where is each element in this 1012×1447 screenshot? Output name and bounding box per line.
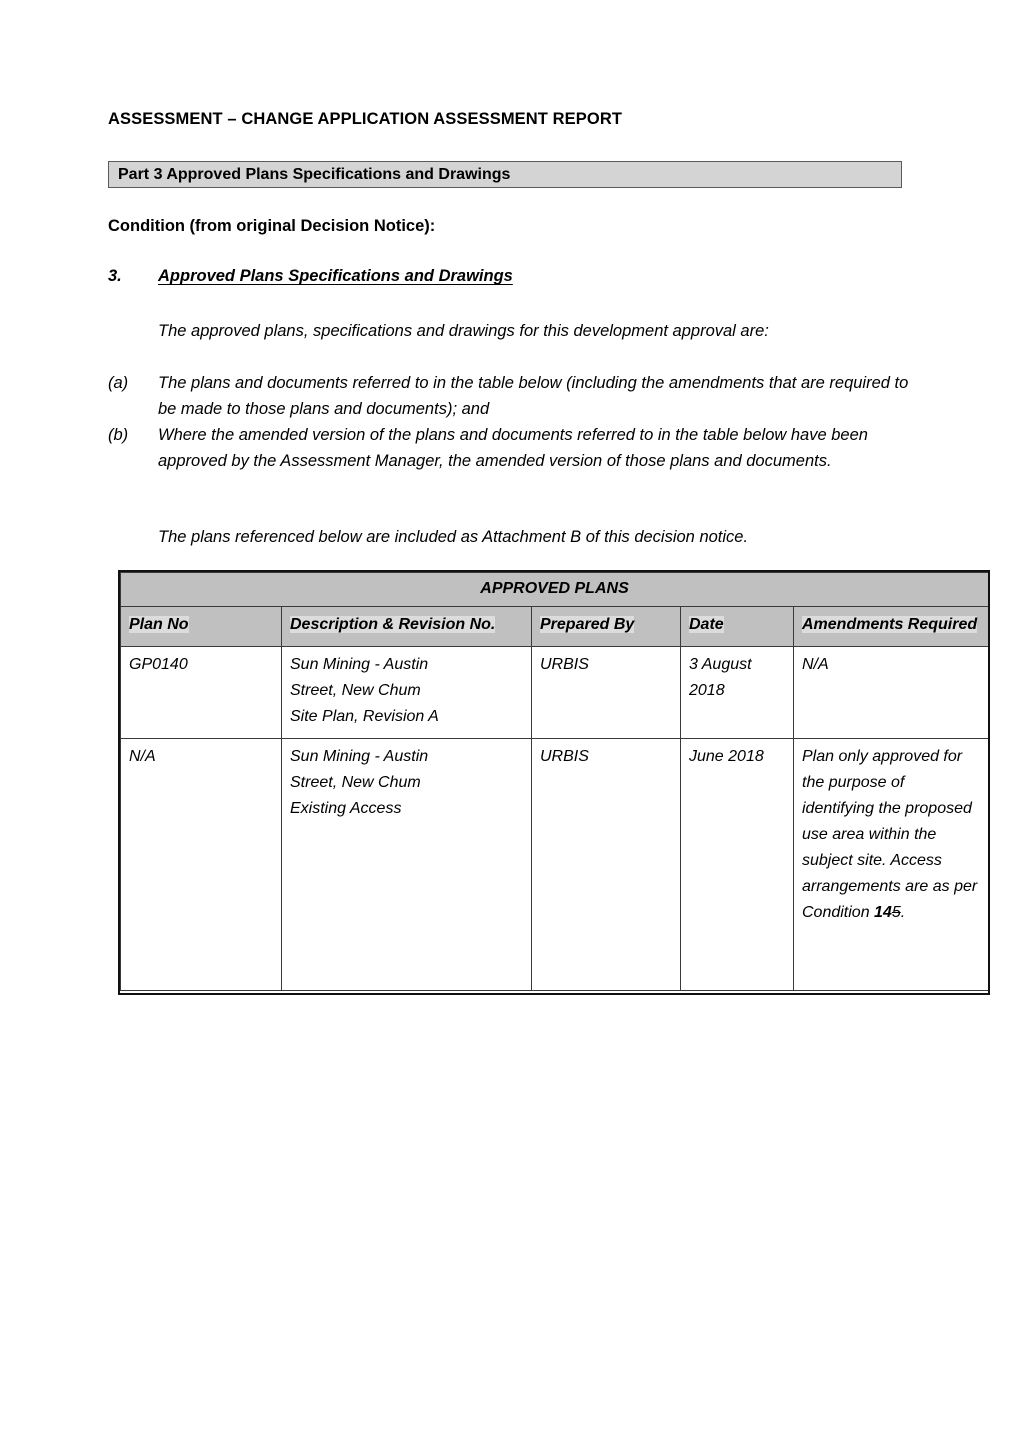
column-header-date [681,607,794,647]
cell-prepared-by: URBIS [532,647,681,739]
cell-description-line-1: Sun Mining - Austin [290,748,429,765]
amendments-tail: . [900,904,906,921]
list-item-b-text: Where the amended version of the plans and documents referred to in the table below have been approved by the Assessment Manager, the amended version of those plans and documents. [158,426,868,470]
cell-description-line-1: Sun Mining - Austin [290,656,429,673]
column-header-date-label: Date [689,616,724,633]
list-item-a-text: The plans and documents referred to in the table below (including the amendments that are required to be made to those plans and documents); and [158,374,909,418]
column-header-prepared-by-label: Prepared By [540,616,635,633]
amendments-text-secondary: Access arrangements are as per Condition [802,852,978,921]
cell-description [282,739,532,991]
table-header-row [121,607,989,647]
section-number: 3. [108,267,122,285]
column-header-description-label: Description & Revision No. [290,616,496,633]
column-header-plan-no-label: Plan No [129,616,189,633]
amendments-deleted-number: 5 [891,904,901,921]
table-caption: APPROVED PLANS [121,573,989,607]
cell-plan-no: GP0140 [121,647,282,739]
cell-amendments: N/A [794,647,989,739]
condition-label: Condition (from original Decision Notice): [108,217,436,235]
attachment-paragraph: The plans referenced below are included as Attachment B of this decision notice. [158,528,749,546]
cell-date: 3 August 2018 [681,647,794,739]
page-title: ASSESSMENT – CHANGE APPLICATION ASSESSMENT REPORT [108,110,623,128]
column-header-description [282,607,532,647]
cell-description-line-2: Street, New Chum [290,682,421,699]
amendments-text-primary: Plan only approved for the purpose of identifying the proposed use area within the subject site. [802,748,972,869]
cell-description-line-2: Street, New Chum [290,774,421,791]
section-heading: Approved Plans Specifications and Drawings [158,267,513,285]
table-caption-row [121,573,989,607]
part-banner [108,161,902,188]
cell-amendments [794,739,989,991]
part-banner-label: Part 3 Approved Plans Specifications and Drawings [118,166,511,183]
cell-date: June 2018 [681,739,794,991]
table-row [121,739,989,991]
cell-prepared-by: URBIS [532,739,681,991]
column-header-plan-no [121,607,282,647]
cell-description-line-3: Site Plan, Revision A [290,708,439,725]
column-header-amendments-label: Amendments Required [802,616,978,633]
lead-paragraph: The approved plans, specifications and drawings for this development approval are: [158,322,769,340]
table-row [121,647,989,739]
cell-description [282,647,532,739]
column-header-amendments [794,607,989,647]
column-header-prepared-by [532,607,681,647]
list-marker-b: (b) [108,426,129,444]
list-marker-a: (a) [108,374,129,392]
cell-description-line-3: Existing Access [290,800,402,817]
approved-plans-table [120,572,989,991]
cell-plan-no: N/A [121,739,282,991]
amendments-inserted-number: 14 [874,904,892,921]
